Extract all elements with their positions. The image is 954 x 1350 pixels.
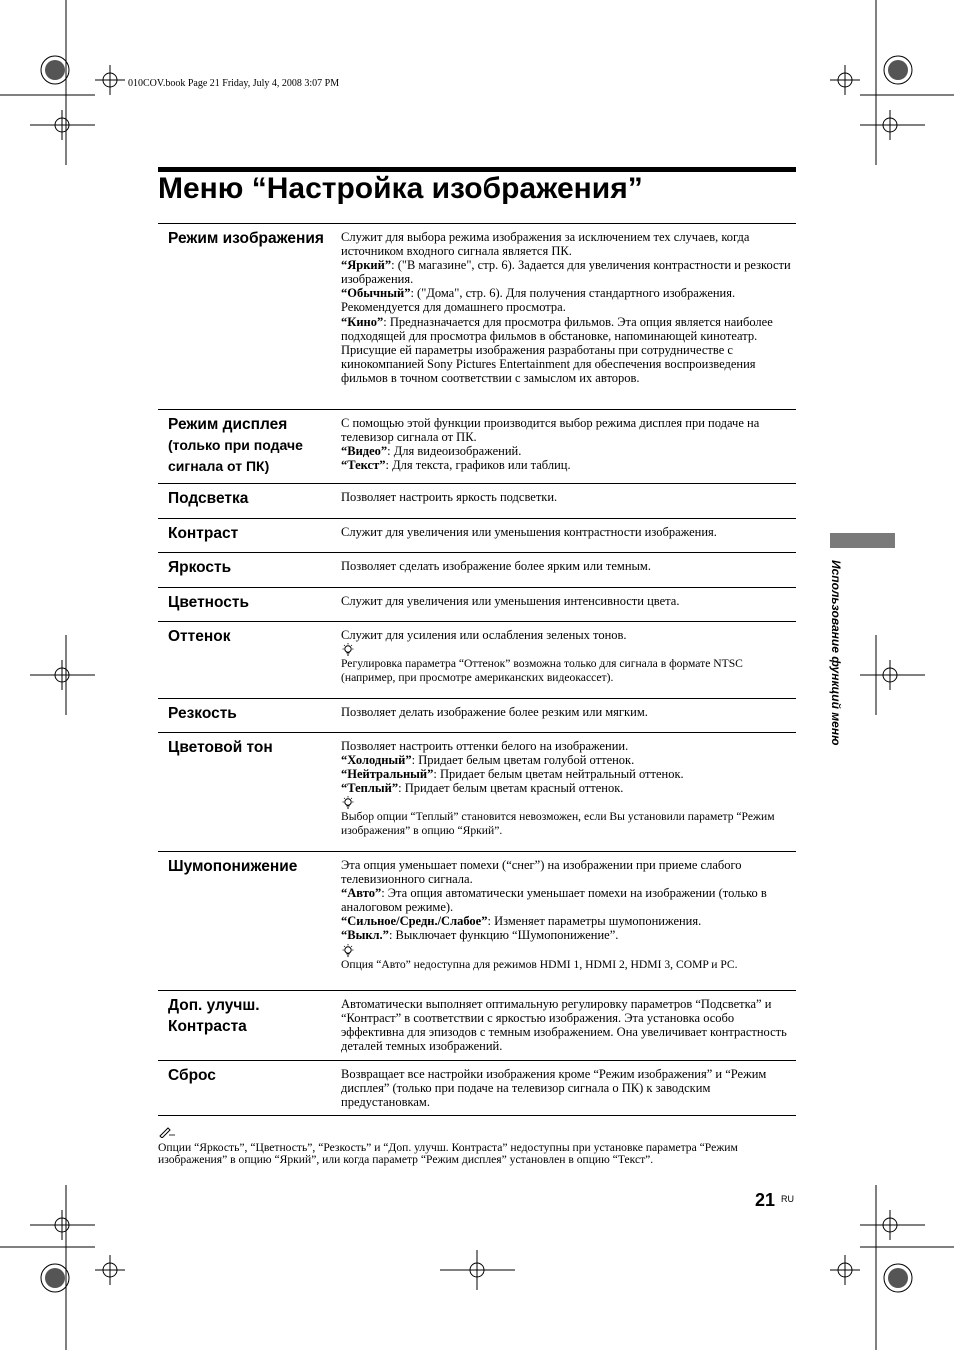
setting-name bbox=[158, 484, 330, 518]
description-text: Позволяет настроить оттенки белого на изображении. bbox=[341, 739, 629, 753]
option-name: “Холодный” bbox=[341, 753, 412, 768]
setting-name bbox=[158, 622, 330, 698]
description-text: Служит для увеличения или уменьшения контрастности изображения. bbox=[341, 525, 717, 539]
option-name: “Выкл.” bbox=[341, 928, 389, 943]
table-row bbox=[158, 410, 796, 484]
setting-name bbox=[158, 699, 330, 732]
description-line bbox=[341, 258, 796, 286]
option-name: “Нейтральный” bbox=[341, 767, 434, 782]
setting-description bbox=[330, 588, 796, 621]
table-row bbox=[158, 622, 796, 699]
setting-description bbox=[330, 410, 796, 483]
section-tab-marker bbox=[830, 533, 895, 548]
description-text: : Для видеоизображений. bbox=[387, 444, 522, 459]
description-line bbox=[341, 458, 796, 472]
setting-name-text: Контраст bbox=[168, 525, 239, 542]
setting-description bbox=[330, 519, 796, 552]
description-line bbox=[341, 858, 796, 886]
section-tab-text: Использование функций меню bbox=[829, 560, 843, 746]
setting-name bbox=[158, 1061, 330, 1115]
setting-description bbox=[330, 1061, 796, 1115]
tip-lightbulb-icon bbox=[341, 944, 355, 958]
table-row bbox=[158, 553, 796, 588]
setting-name-text: Резкость bbox=[168, 705, 237, 722]
table-row bbox=[158, 1061, 796, 1116]
tip-lightbulb-icon bbox=[341, 643, 355, 657]
description-text: : Изменяет параметры шумопонижения. bbox=[487, 914, 702, 929]
description-text: Служит для усиления или ослабления зеленых тонов. bbox=[341, 628, 627, 642]
description-text: Позволяет настроить яркость подсветки. bbox=[341, 490, 558, 504]
section-tab-label bbox=[827, 560, 849, 820]
description-text: : Для текста, графиков или таблиц. bbox=[385, 458, 571, 473]
setting-name-text: Шумопонижение bbox=[168, 858, 298, 875]
table-row bbox=[158, 519, 796, 553]
option-name: “Обычный” bbox=[341, 286, 411, 301]
option-name: “Видео” bbox=[341, 444, 388, 459]
description-text: : ("В магазине", стр. 6). Задается для увеличения контрастности и резкости изображения. bbox=[341, 258, 791, 287]
description-line bbox=[341, 753, 796, 767]
description-line bbox=[341, 886, 796, 914]
setting-description bbox=[330, 991, 796, 1060]
setting-name bbox=[158, 224, 330, 409]
description-line bbox=[341, 739, 796, 753]
description-text: Позволяет сделать изображение более ярким или темным. bbox=[341, 559, 651, 573]
description-line bbox=[341, 416, 796, 444]
setting-name bbox=[158, 852, 330, 990]
table-row bbox=[158, 852, 796, 991]
option-name: “Сильное/Средн./Слабое” bbox=[341, 914, 488, 929]
table-row bbox=[158, 224, 796, 410]
setting-description bbox=[330, 224, 796, 409]
description-text: : Придает белым цветам голубой оттенок. bbox=[411, 753, 635, 768]
setting-name-text: Режим изображения bbox=[168, 230, 324, 247]
description-line bbox=[341, 767, 796, 781]
table-row bbox=[158, 733, 796, 852]
setting-description bbox=[330, 484, 796, 518]
description-line bbox=[341, 1067, 796, 1109]
description-text: : Придает белым цветам красный оттенок. bbox=[398, 781, 624, 796]
table-row bbox=[158, 588, 796, 622]
setting-name-text: Подсветка bbox=[168, 490, 249, 507]
setting-name-text: Яркость bbox=[168, 559, 232, 576]
page-language: RU bbox=[781, 1194, 794, 1204]
description-line bbox=[341, 286, 796, 314]
setting-name bbox=[158, 733, 330, 851]
note-text: Опции “Яркость”, “Цветность”, “Резкость” и “Доп. улучш. Контраста” недоступны при установке параметра “Режим изображения” в опцию “Яркий”, или когда параметр “Режим дисплея” установлен в опцию “Текст”. bbox=[158, 1140, 738, 1167]
setting-description bbox=[330, 733, 796, 851]
tip-text: Опция “Авто” недоступна для режимов HDMI 1, HDMI 2, HDMI 3, COMP и PC. bbox=[341, 957, 738, 971]
note-block bbox=[158, 1126, 798, 1167]
page-title: Меню “Настройка изображения” bbox=[158, 172, 643, 205]
description-text: : ("Дома", стр. 6). Для получения стандартного изображения. Рекомендуется для домашнего просмотра. bbox=[341, 286, 736, 315]
description-text: : Предназначается для просмотра фильмов. Эта опция является наиболее подходящей для просмотра фильмов в обстановке, напоминающей кинотеатр. Присущие ей параметры изображения разработаны при сотрудничестве с кинокомпанией Sony Pictures Entertainment для обеспечения воспроизведения фильмов в точном соответствии с замыслом их авторов. bbox=[341, 314, 773, 385]
tip-text: Выбор опции “Теплый” становится невозможен, если Вы установили параметр “Режим изображения” в опцию “Яркий”. bbox=[341, 810, 775, 838]
description-line bbox=[341, 781, 796, 795]
option-name: “Яркий” bbox=[341, 258, 392, 273]
description-line bbox=[341, 997, 796, 1053]
setting-description bbox=[330, 852, 796, 990]
description-line bbox=[341, 444, 796, 458]
description-text: Эта опция уменьшает помехи (“снег”) на изображении при приеме слабого телевизионного сигнала. bbox=[341, 858, 742, 887]
description-line bbox=[341, 594, 796, 608]
setting-name bbox=[158, 410, 330, 483]
description-text: Служит для увеличения или уменьшения интенсивности цвета. bbox=[341, 594, 680, 608]
table-row bbox=[158, 699, 796, 733]
option-name: “Теплый” bbox=[341, 781, 399, 796]
setting-description bbox=[330, 553, 796, 587]
option-name: “Кино” bbox=[341, 314, 384, 329]
table-row bbox=[158, 991, 796, 1061]
setting-name-text: Оттенок bbox=[168, 628, 231, 645]
page-number: 21 bbox=[755, 1190, 776, 1210]
description-line bbox=[341, 705, 796, 719]
setting-name-text: Доп. улучш. Контраста bbox=[168, 997, 260, 1035]
description-text: Позволяет делать изображение более резким или мягким. bbox=[341, 705, 648, 719]
description-line bbox=[341, 230, 796, 258]
setting-name-text: Цветность bbox=[168, 594, 250, 611]
description-text: Возвращает все настройки изображения кроме “Режим изображения” и “Режим дисплея” (только при подаче на телевизор сигнала о ПК) к заводским предустановкам. bbox=[341, 1067, 767, 1110]
settings-table bbox=[158, 223, 796, 1116]
tip-lightbulb-icon bbox=[341, 796, 355, 810]
setting-name-subtitle: (только при подаче сигнала от ПК) bbox=[168, 437, 303, 474]
setting-name-text: Сброс bbox=[168, 1067, 216, 1084]
description-text: : Эта опция автоматически уменьшает помехи на изображении (только в аналоговом режиме). bbox=[341, 886, 767, 915]
option-name: “Текст” bbox=[341, 458, 386, 473]
tip-text: Регулировка параметра “Оттенок” возможна только для сигнала в формате NTSC (например, при просмотре американских видеокассет). bbox=[341, 657, 743, 685]
description-text: : Придает белым цветам нейтральный оттенок. bbox=[433, 767, 684, 782]
description-line bbox=[341, 628, 796, 642]
setting-name-text: Режим дисплея bbox=[168, 416, 288, 433]
description-text: Автоматически выполняет оптимальную регулировку параметров “Подсветка” и “Контраст” в соответствии с яркостью изображения. Эта установка особо эффективна для эпизодов с темным изображением. Она увеличивает контрастность деталей темных изображений. bbox=[341, 997, 787, 1054]
setting-description bbox=[330, 622, 796, 698]
option-name: “Авто” bbox=[341, 886, 382, 901]
description-line bbox=[341, 490, 796, 504]
note-pencil-icon bbox=[158, 1126, 176, 1138]
setting-name bbox=[158, 553, 330, 587]
setting-name bbox=[158, 519, 330, 552]
description-text: Служит для выбора режима изображения за исключением тех случаев, когда источником входного сигнала является ПК. bbox=[341, 230, 750, 259]
setting-name bbox=[158, 991, 330, 1060]
table-row bbox=[158, 484, 796, 519]
description-line bbox=[341, 928, 796, 942]
description-text: : Выключает функцию “Шумопонижение”. bbox=[388, 928, 619, 943]
book-info-line: 010COV.book Page 21 Friday, July 4, 2008 3:07 PM bbox=[128, 78, 340, 89]
setting-name bbox=[158, 588, 330, 621]
description-line bbox=[341, 315, 796, 385]
setting-description bbox=[330, 699, 796, 732]
description-text: С помощью этой функции производится выбор режима дисплея при подаче на телевизор сигнала от ПК. bbox=[341, 416, 760, 445]
setting-name-text: Цветовой тон bbox=[168, 739, 273, 756]
description-line bbox=[341, 559, 796, 573]
description-line bbox=[341, 914, 796, 928]
description-line bbox=[341, 525, 796, 539]
